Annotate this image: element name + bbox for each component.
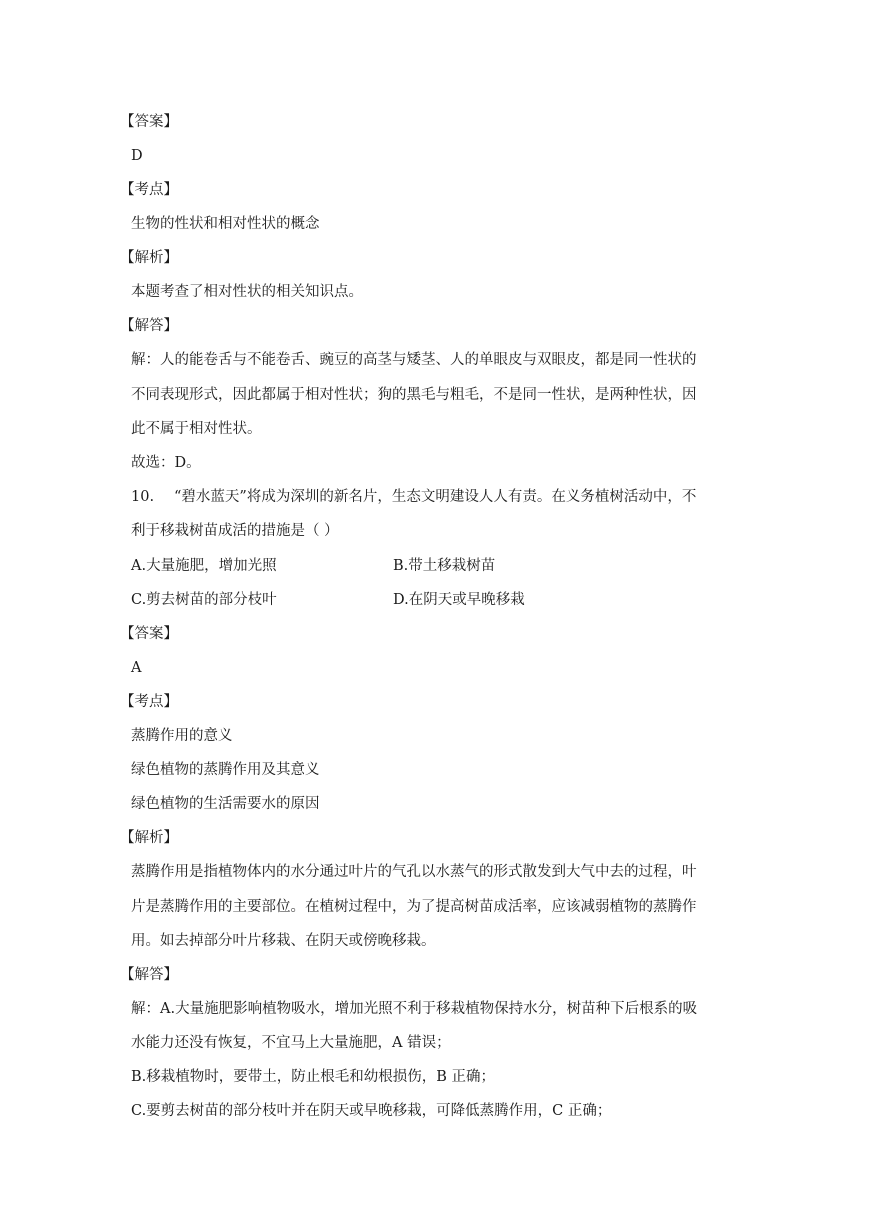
q10-answer-heading: 【答案】: [120, 626, 178, 642]
q10-solution-line: C.要剪去树苗的部分枝叶并在阴天或早晚移栽，可降低蒸腾作用，C 正确；: [131, 1103, 612, 1119]
q10-option-a: A.大量施肥，增加光照: [131, 558, 277, 574]
q9-analysis-heading: 【解析】: [120, 250, 178, 266]
q10-solution-line: 水能力还没有恢复，不宜马上大量施肥，A 错误；: [131, 1035, 451, 1051]
q10-analysis-line: 蒸腾作用是指植物体内的水分通过叶片的气孔以水蒸气的形式散发到大气中去的过程，叶: [131, 864, 697, 880]
q10-solution-line: 解：A.大量施肥影响植物吸水，增加光照不利于移栽植物保持水分，树苗种下后根系的吸: [131, 1001, 698, 1017]
q10-solution-line: B.移栽植物时，要带土，防止根毛和幼根损伤，B 正确；: [131, 1069, 496, 1085]
q10-stem-line: 利于移栽树苗成活的措施是（ ）: [131, 523, 339, 539]
q9-answer-heading: 【答案】: [120, 114, 178, 130]
q10-stem-line: “碧水蓝天”将成为深圳的新名片，生态文明建设人人有责。在义务植树活动中，不: [174, 489, 697, 505]
q10-solution-heading: 【解答】: [120, 967, 178, 983]
q9-kaodian: 生物的性状和相对性状的概念: [131, 216, 320, 232]
q10-kaodian-item: 蒸腾作用的意义: [131, 728, 233, 744]
q9-kaodian-heading: 【考点】: [120, 182, 178, 198]
q10-analysis-line: 片是蒸腾作用的主要部位。在植树过程中，为了提高树苗成活率，应该减弱植物的蒸腾作: [131, 899, 697, 915]
q10-analysis-line: 用。如去掉部分叶片移栽、在阴天或傍晚移栽。: [131, 933, 436, 949]
q9-solution-line: 解：人的能卷舌与不能卷舌、豌豆的高茎与矮茎、人的单眼皮与双眼皮，都是同一性状的: [131, 352, 697, 368]
q10-number: 10.: [131, 489, 155, 505]
q10-analysis-heading: 【解析】: [120, 830, 178, 846]
q9-solution-heading: 【解答】: [120, 318, 178, 334]
q10-option-c: C.剪去树苗的部分枝叶: [131, 592, 277, 608]
q10-answer: A: [131, 660, 142, 676]
q10-kaodian-heading: 【考点】: [120, 694, 178, 710]
q10-option-b: B.带土移栽树苗: [393, 558, 496, 574]
q9-final-answer: 故选：D。: [131, 455, 201, 471]
q9-answer: D: [131, 148, 143, 164]
q10-kaodian-item: 绿色植物的生活需要水的原因: [131, 796, 320, 812]
q9-solution-line: 不同表现形式，因此都属于相对性状；狗的黑毛与粗毛，不是同一性状，是两种性状，因: [131, 387, 697, 403]
q9-analysis: 本题考查了相对性状的相关知识点。: [131, 284, 363, 300]
q9-solution-line: 此不属于相对性状。: [131, 421, 262, 437]
q10-kaodian-item: 绿色植物的蒸腾作用及其意义: [131, 762, 320, 778]
q10-option-d: D.在阴天或早晚移栽: [393, 592, 525, 608]
